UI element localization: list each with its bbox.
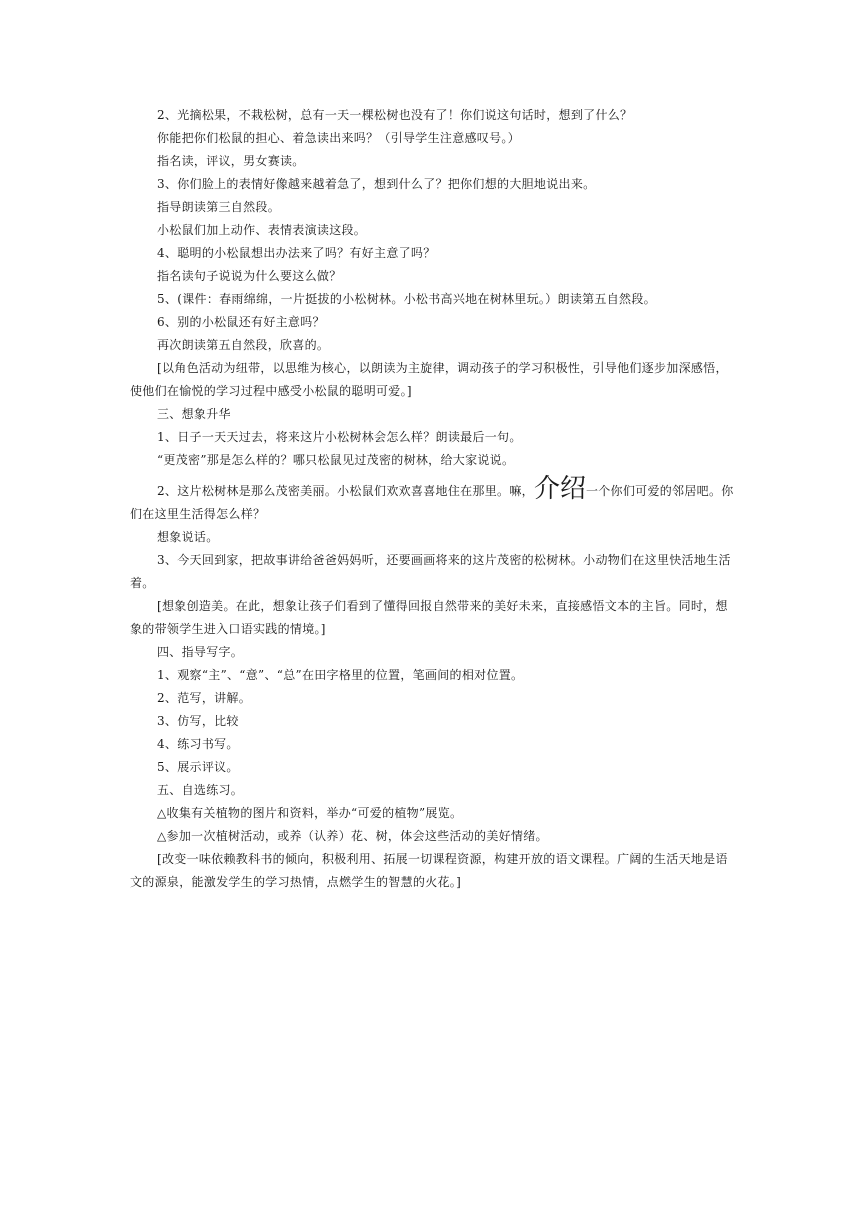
enlarged-word: 介绍 bbox=[533, 474, 586, 504]
paragraph: 再次朗读第五自然段，欣喜的。 bbox=[157, 338, 330, 352]
commentary-paragraph: [想象创造美。在此，想象让孩子们看到了懂得回报自然带来的美好未来，直接感悟文本的主旨。同时，想象的带领学生进入口语实践的情境。] bbox=[130, 599, 728, 636]
paragraph: 指导朗读第三自然段。 bbox=[157, 200, 281, 214]
paragraph: 3、仿写，比较 bbox=[157, 714, 239, 728]
paragraph-text-before: 2、这片松树林是那么茂密美丽。小松鼠们欢欢喜喜地住在那里。嘛， bbox=[157, 484, 534, 498]
paragraph: 3、你们脸上的表情好像越来越着急了，想到什么了？把你们想的大胆地说出来。 bbox=[157, 177, 596, 191]
document-body bbox=[130, 104, 740, 894]
paragraph: 1、观察“主”、“意”、“总”在田字格里的位置，笔画间的相对位置。 bbox=[157, 668, 524, 682]
paragraph: 2、光摘松果，不栽松树，总有一天一棵松树也没有了！你们说这句话时，想到了什么？ bbox=[157, 108, 633, 122]
paragraph: 指名读句子说说为什么要这么做？ bbox=[157, 269, 342, 283]
section-heading: 四、指导写字。 bbox=[157, 645, 244, 659]
commentary-paragraph: [以角色活动为纽带，以思维为核心，以朗读为主旋律，调动孩子的学习积极性，引导他们逐步加深感悟，使他们在愉悦的学习过程中感受小松鼠的聪明可爱。] bbox=[130, 361, 728, 398]
paragraph: 想象说话。 bbox=[157, 530, 219, 544]
paragraph: “更茂密”那是怎么样的？哪只松鼠见过茂密的树林，给大家说说。 bbox=[157, 453, 515, 467]
paragraph: 5、展示评议。 bbox=[157, 760, 239, 774]
paragraph: 4、聪明的小松鼠想出办法来了吗？有好主意了吗？ bbox=[157, 246, 436, 260]
paragraph: 你能把你们松鼠的担心、着急读出来吗？（引导学生注意感叹号。） bbox=[157, 131, 521, 145]
mixed-size-paragraph bbox=[130, 474, 740, 526]
paragraph: 6、别的小松鼠还有好主意吗？ bbox=[157, 315, 325, 329]
paragraph: 2、范写，讲解。 bbox=[157, 691, 252, 705]
paragraph: 1、日子一天天过去，将来这片小松树林会怎么样？朗读最后一句。 bbox=[157, 430, 522, 444]
paragraph-text-after: 一个你们可爱的邻居吧。你们在这里生活得怎么样？ bbox=[130, 484, 734, 521]
list-item: △参加一次植树活动，或养（认养）花、树，体会这些活动的美好情绪。 bbox=[157, 829, 548, 843]
paragraph: 5、(课件：春雨绵绵，一片挺拔的小松树林。小松书高兴地在树林里玩。）朗读第五自然段。 bbox=[157, 292, 656, 306]
paragraph: 指名读，评议，男女赛读。 bbox=[157, 154, 305, 168]
paragraph: 4、练习书写。 bbox=[157, 737, 239, 751]
list-item: △收集有关植物的图片和资料，举办“可爱的植物”展览。 bbox=[157, 806, 463, 820]
section-heading: 五、自选练习。 bbox=[157, 783, 244, 797]
paragraph: 小松鼠们加上动作、表情表演读这段。 bbox=[157, 223, 367, 237]
commentary-paragraph: [改变一味依赖教科书的倾向，积极利用、拓展一切课程资源，构建开放的语文课程。广阔的生活天地是语文的源泉，能激发学生的学习热情，点燃学生的智慧的火花。] bbox=[130, 852, 728, 889]
section-heading: 三、想象升华 bbox=[157, 407, 231, 421]
paragraph: 3、今天回到家，把故事讲给爸爸妈妈听，还要画画将来的这片茂密的松树林。小动物们在这里快活地生活着。 bbox=[130, 553, 731, 590]
